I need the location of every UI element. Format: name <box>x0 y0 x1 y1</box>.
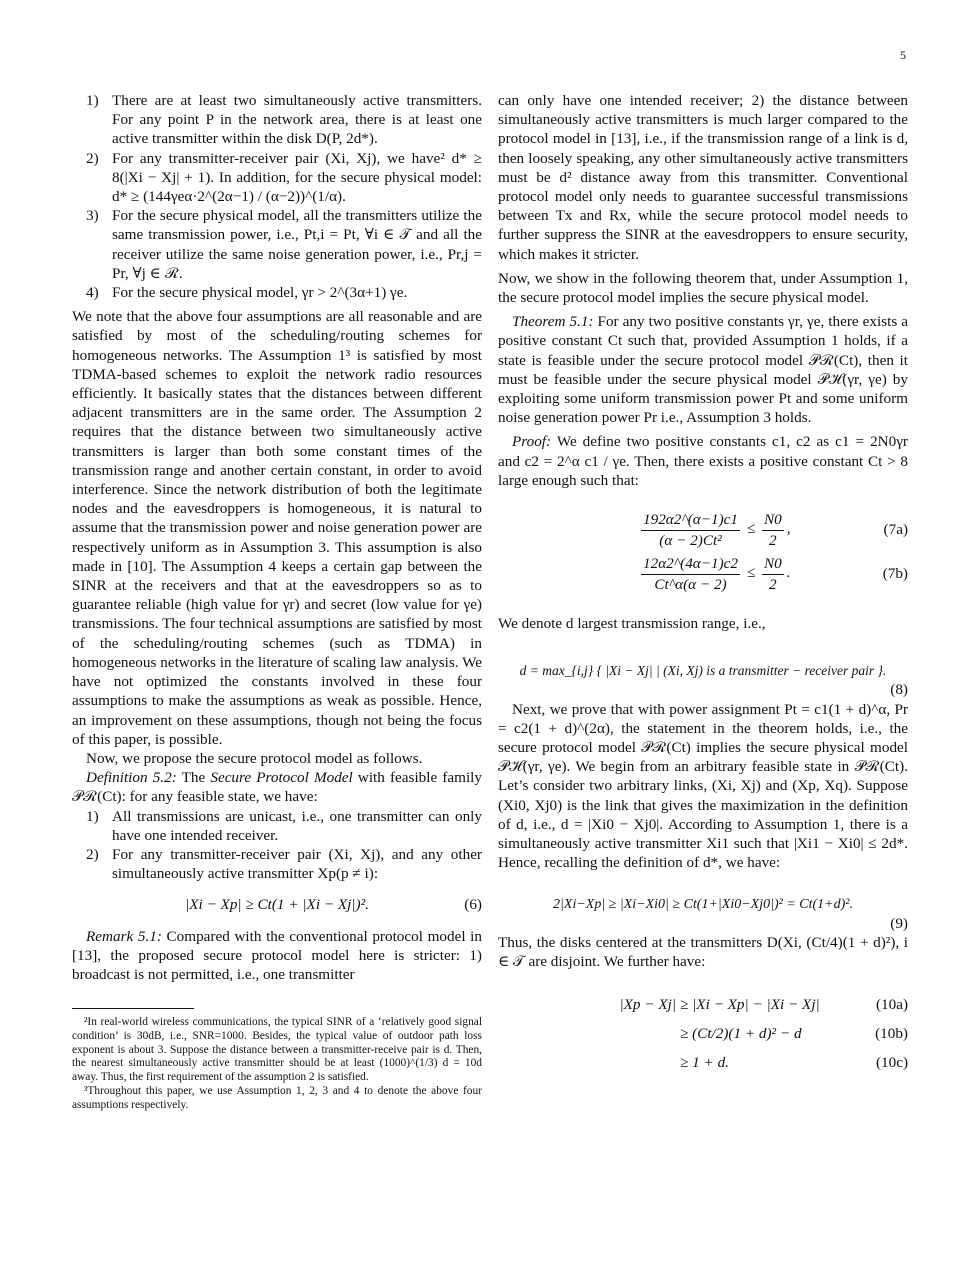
footnote-rule <box>72 1008 194 1009</box>
body-paragraph: Next, we prove that with power assignment Pt = c1(1 + d)^α, Pr = c2(1 + d)^(2α), the statement in the theorem holds, i.e., the secure protocol model 𝒫ℛ(Ct) implies the secure physical model 𝒫ℋ(γr, γe). We begin from an arbitrary feasible state in 𝒫ℛ(Ct). Let’s consider two arbitrary links, (Xi, Xj) and (Xp, Xq). Suppose (Xi0, Xj0) is the link that gives the maximization in the definition of d, i.e., d = |Xi0 − Xj0|. According to Assumption 1, there is a simultaneously active transmitter Xi1 such that |Xi1 − Xi0| ≤ 2d*. Hence, recalling the definition of d*, we have: <box>498 700 908 872</box>
equation-6: |Xi − Xp| ≥ Ct(1 + |Xi − Xj|)². (6) <box>185 896 482 914</box>
body-paragraph: Now, we propose the secure protocol model as follows. <box>86 749 423 767</box>
assumption-text: For any transmitter-receiver pair (Xi, Xj), we have² d* ≥ 8(|Xi − Xj| + 1). In addition, for the secure physical model: d* ≥ (144γeα·2^(2α−1) / (α−2))^(1/α). <box>112 149 482 206</box>
body-paragraph: Now, we show in the following theorem that, under Assumption 1, the secure protocol model implies the secure physical model. <box>498 269 908 307</box>
equation-10c: ≥ 1 + d. (10c) <box>680 1053 908 1071</box>
equation-tag: (8) <box>890 681 908 699</box>
remark: Remark 5.1: Compared with the conventional protocol model in [13], the proposed secure protocol model here is stricter: 1) broadcast is not permitted, i.e., one transmitter <box>72 927 482 983</box>
remark-label: Remark 5.1: <box>86 927 162 945</box>
footnote-3: ³Throughout this paper, we use Assumption 1, 2, 3 and 4 to denote the above four assumptions respectively. <box>72 1084 482 1111</box>
list-item: 2) For any transmitter-receiver pair (Xi, Xj), we have² d* ≥ 8(|Xi − Xj| + 1). In addition, for the secure physical model: d* ≥ (144γeα·2^(2α−1) / (α−2))^(1/α). <box>86 149 482 206</box>
equation-10 <box>498 991 908 1075</box>
definition: Definition 5.2: The Secure Protocol Model with feasible family 𝒫ℛ(Ct): for any feasible state, we have: <box>72 769 482 806</box>
list-item: 1) There are at least two simultaneously active transmitters. For any point P in the network area, there is at least one active transmitter within the disk D(P, 2d*). <box>86 92 482 148</box>
page-number: 5 <box>900 48 906 62</box>
equation-tag: (10a) <box>875 995 908 1013</box>
equation-tag: (7a) <box>883 521 908 539</box>
body-paragraph: can only have one intended receiver; 2) the distance between simultaneously active transmitters is much larger compared to the protocol model in [13], i.e., if the transmission range of a link is d, then loosely speaking, any other simultaneously active transmitters must be d² distance away from this transmitter. Conventional protocol model only needs to guarantee successful transmissions between Tx and Rx, while the secure protocol model needs to further suppress the SINR at the eavesdroppers to ensure security, which makes it stricter. <box>498 92 908 263</box>
body-paragraph: Thus, the disks centered at the transmitters D(Xi, (Ct/4)(1 + d)²), i ∈ 𝒯 are disjoint. We further have: <box>498 933 908 971</box>
equation-tag: (10c) <box>875 1053 908 1071</box>
definition-label: Definition 5.2: <box>86 769 177 787</box>
right-column <box>498 91 908 1075</box>
left-column <box>72 91 482 984</box>
body-paragraph: We note that the above four assumptions are all reasonable and are satisfied by most of the scheduling/routing schemes for homogeneous networks. The Assumption 1³ is satisfied by most TDMA-based schemes to exploit the network radio resources efficiently. It basically states that the distances between different adjacent transmitters are in the same order. The Assumption 2 requires that the distance between two simultaneously active transmitters is larger than both some constant times of the transmission range and another certain constant, in order to avoid interference. Since the network distribution of both the legitimate nodes and the eavesdroppers is homogeneous, it is natural to assume that the transmission power and noise generation power are respectively uniform as in Assumption 3. This assumption is also made in [10]. The Assumption 4 keeps a certain gap between the SINR at the receivers and that at the eavesdroppers so as to guarantee reliable (high value for γr) and secret (low value for γe) transmissions. The four technical assumptions are satisfied by most of the scheduling/routing schemes (such as TDMA) in homogeneous networks in the literature of scaling law analysis. We have not optimized the constants involved in these four assumptions to make the assumptions as weak as possible. Hence, an improvement on these assumptions, though not being the focus of this paper, is possible. <box>72 308 482 748</box>
equation-10b: ≥ (Ct/2)(1 + d)² − d (10b) <box>680 1024 908 1042</box>
equation-7b: $\frac{12\alpha 2\^{}(4\alpha-1)c2}{Ct\^{}\alpha(\alpha - 2)}$ ≤ $\frac{N0}{2}$ . (7b) <box>643 555 908 593</box>
equation-tag: (10b) <box>875 1024 908 1042</box>
assumption-list <box>72 91 482 302</box>
body-paragraph: We denote d largest transmission range, i.e., <box>498 615 766 633</box>
definition-list <box>72 807 482 884</box>
equation-tag: (7b) <box>882 565 908 583</box>
definition-term: Secure Protocol Model <box>210 769 353 787</box>
equation-7 <box>498 508 908 596</box>
proof: Proof: We define two positive constants c1, c2 as c1 = 2N0γr and c2 = 2^α c1 / γe. Then, there exists a positive constant Ct > 8 large enough such that: <box>498 433 908 489</box>
equation-7a: $\frac{192\alpha 2\^{}(\alpha-1)c1}{\text{(α − 2)Ct²}}$ ≤ $\frac{N0}{2}$ , (7a) <box>643 511 908 549</box>
equation-9: 2|Xi−Xp| ≥ |Xi−Xi0| ≥ Ct(1+|Xi0−Xj0|)² = Ct(1+d)². <box>553 896 853 912</box>
footnote-2: ²In real-world wireless communications, the typical SINR of a ‘relatively good signal condition’ is 30dB, i.e., SNR=1000. Besides, the typical value of outdoor path loss exponent is about 3. Suppose the distance between a transmitter-receive pair is d. Then, the nearest simultaneously active transmitter should be at least (1000)^(1/3) d = 10d away. Thus, the first requirement of the assumption 2 is satisfied. <box>72 1016 482 1084</box>
proof-label: Proof: <box>512 433 552 451</box>
equation-tag: (6) <box>464 896 482 914</box>
assumption-text: There are at least two simultaneously active transmitters. For any point P in the network area, there is at least one active transmitter within the disk D(P, 2d*). <box>112 92 482 148</box>
assumption-text: For the secure physical model, all the transmitters utilize the same transmission power, i.e., Pt,i = Pt, ∀i ∈ 𝒯 and all the receiver utilize the same noise generation power, i.e., Pr,j = Pr, ∀j ∈ ℛ. <box>112 207 482 282</box>
equation-8: d = max_{i,j} { |Xi − Xj| | (Xi, Xj) is a transmitter − receiver pair }. <box>519 663 887 679</box>
list-item: 4) For the secure physical model, γr > 2^(3α+1) γe. <box>86 284 408 302</box>
theorem: Theorem 5.1: For any two positive constants γr, γe, there exists a positive constant Ct such that, provided Assumption 1 holds, if a state is feasible under the secure protocol model 𝒫ℛ(Ct), then it must be feasible under the secure physical model 𝒫ℋ(γr, γe) by exploiting some uniform transmission power Pt and some uniform noise generation power Pr i.e., Assumption 3 holds. <box>498 313 908 427</box>
assumption-text: For the secure physical model, γr > 2^(3α+1) γe. <box>112 284 408 302</box>
list-item: 1) All transmissions are unicast, i.e., one transmitter can only have one intended receiver. <box>86 807 482 844</box>
theorem-label: Theorem 5.1: <box>512 313 594 331</box>
list-item: 2) For any transmitter-receiver pair (Xi, Xj), and any other simultaneously active transmitter Xp(p ≠ i): <box>86 845 482 883</box>
list-item: 3) For the secure physical model, all the transmitters utilize the same transmission power, i.e., Pt,i = Pt, ∀i ∈ 𝒯 and all the receiver utilize the same noise generation power, i.e., Pr,j = Pr, ∀j ∈ ℛ. <box>86 207 482 282</box>
footnotes <box>72 1008 482 1113</box>
equation-10a: |Xp − Xj| ≥ |Xi − Xp| − |Xi − Xj| (10a) <box>619 995 908 1013</box>
equation-tag: (9) <box>890 914 908 932</box>
